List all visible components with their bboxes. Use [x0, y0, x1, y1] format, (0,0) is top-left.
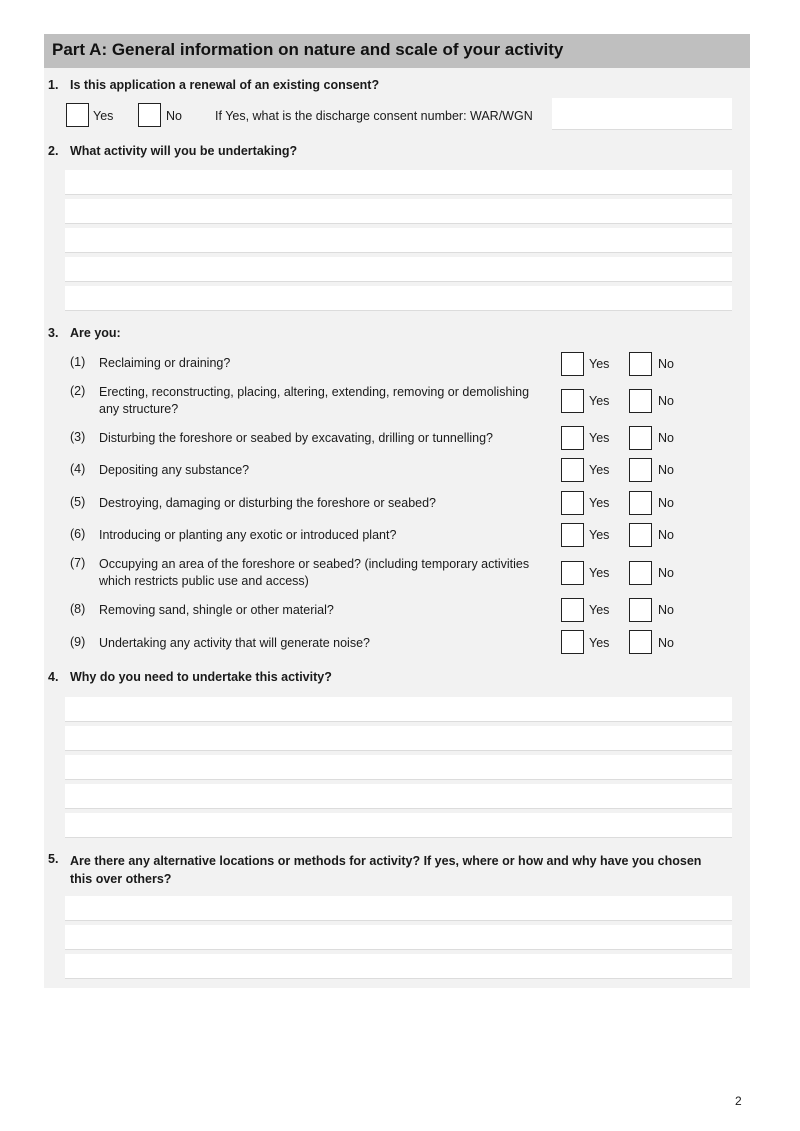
alternatives-line-1[interactable] [65, 896, 732, 921]
reason-line-2[interactable] [65, 726, 732, 751]
alternatives-line-2[interactable] [65, 925, 732, 950]
q3-item-2-text: Erecting, reconstructing, placing, altering, extending, removing or demolishing any structure? [99, 385, 530, 416]
q3-item-4-no-label: No [658, 463, 674, 477]
q3-item-2-number: (2) [70, 384, 86, 398]
q3-item-8-yes-label: Yes [589, 603, 610, 617]
q3-item-7-number: (7) [70, 556, 86, 570]
q3-item-9-number: (9) [70, 635, 86, 649]
reason-line-3[interactable] [65, 755, 732, 780]
q3-item-8-number: (8) [70, 602, 86, 616]
q3-item-5-yes-label: Yes [589, 496, 610, 510]
q3-item-1-yes-checkbox[interactable] [561, 352, 584, 376]
activity-line-5[interactable] [65, 286, 732, 311]
q3-item-2-yes-label: Yes [589, 394, 610, 408]
q3-item-7-yes-label: Yes [589, 566, 610, 580]
activity-line-4[interactable] [65, 257, 732, 282]
activity-line-1[interactable] [65, 170, 732, 195]
q3-item-5-yes-checkbox[interactable] [561, 491, 584, 515]
q3-item-3-no-checkbox[interactable] [629, 426, 652, 450]
q3-item-7-no-checkbox[interactable] [629, 561, 652, 585]
q3-item-1-number: (1) [70, 355, 86, 369]
q3-item-4-no-checkbox[interactable] [629, 458, 652, 482]
part-a-header [44, 34, 750, 68]
q3-item-4-yes-label: Yes [589, 463, 610, 477]
q3-item-9-no-checkbox[interactable] [629, 630, 652, 654]
q1-no-label: No [166, 109, 182, 123]
q3-item-1-text: Reclaiming or draining? [99, 356, 231, 370]
activity-line-2[interactable] [65, 199, 732, 224]
q3-item-6-no-checkbox[interactable] [629, 523, 652, 547]
q1-yes-label: Yes [93, 109, 114, 123]
reason-line-4[interactable] [65, 784, 732, 809]
q3-item-4-text: Depositing any substance? [99, 463, 250, 477]
q3-item-8-text: Removing sand, shingle or other material? [99, 603, 334, 617]
q3-item-3-no-label: No [658, 431, 674, 445]
q3-item-6-yes-label: Yes [589, 528, 610, 542]
q3-item-6-yes-checkbox[interactable] [561, 523, 584, 547]
q3-item-5-no-label: No [658, 496, 674, 510]
activity-line-3[interactable] [65, 228, 732, 253]
part-title: Part A: General information on nature and scale of your activity [52, 40, 564, 59]
q1-consent-number-label: If Yes, what is the discharge consent number: WAR/WGN [215, 109, 533, 123]
q3-item-9-no-label: No [658, 636, 674, 650]
q3-item-3-yes-label: Yes [589, 431, 610, 445]
q3-item-2-no-checkbox[interactable] [629, 389, 652, 413]
q3-item-3-yes-checkbox[interactable] [561, 426, 584, 450]
reason-line-5[interactable] [65, 813, 732, 838]
q3-item-8-yes-checkbox[interactable] [561, 598, 584, 622]
reason-line-1[interactable] [65, 697, 732, 722]
q1-no-checkbox[interactable] [138, 103, 161, 127]
consent-number-field[interactable] [552, 98, 732, 130]
q3-item-6-number: (6) [70, 527, 86, 541]
q3-item-4-yes-checkbox[interactable] [561, 458, 584, 482]
q1-yes-checkbox[interactable] [66, 103, 89, 127]
q3-item-9-yes-checkbox[interactable] [561, 630, 584, 654]
q3-item-3-number: (3) [70, 430, 86, 444]
q3-item-2-yes-checkbox[interactable] [561, 389, 584, 413]
q3-item-7-text: Occupying an area of the foreshore or seabed? (including temporary activities which restricts public use and access) [99, 557, 530, 588]
q3-item-7-no-label: No [658, 566, 674, 580]
q3-item-5-text: Destroying, damaging or disturbing the foreshore or seabed? [99, 496, 437, 510]
q3-item-9-text: Undertaking any activity that will generate noise? [99, 636, 370, 650]
q3-item-8-no-checkbox[interactable] [629, 598, 652, 622]
page-number: 2 [735, 1094, 742, 1108]
q3-item-7-yes-checkbox[interactable] [561, 561, 584, 585]
q3-item-5-number: (5) [70, 495, 86, 509]
q3-item-1-no-checkbox[interactable] [629, 352, 652, 376]
q3-item-2-no-label: No [658, 394, 674, 408]
q3-item-1-yes-label: Yes [589, 357, 610, 371]
q3-item-8-no-label: No [658, 603, 674, 617]
q3-item-6-no-label: No [658, 528, 674, 542]
q3-item-6-text: Introducing or planting any exotic or introduced plant? [99, 528, 397, 542]
alternatives-line-3[interactable] [65, 954, 732, 979]
q3-item-1-no-label: No [658, 357, 674, 371]
q3-item-3-text: Disturbing the foreshore or seabed by excavating, drilling or tunnelling? [99, 431, 493, 445]
q3-item-5-no-checkbox[interactable] [629, 491, 652, 515]
q3-item-9-yes-label: Yes [589, 636, 610, 650]
q3-item-4-number: (4) [70, 462, 86, 476]
